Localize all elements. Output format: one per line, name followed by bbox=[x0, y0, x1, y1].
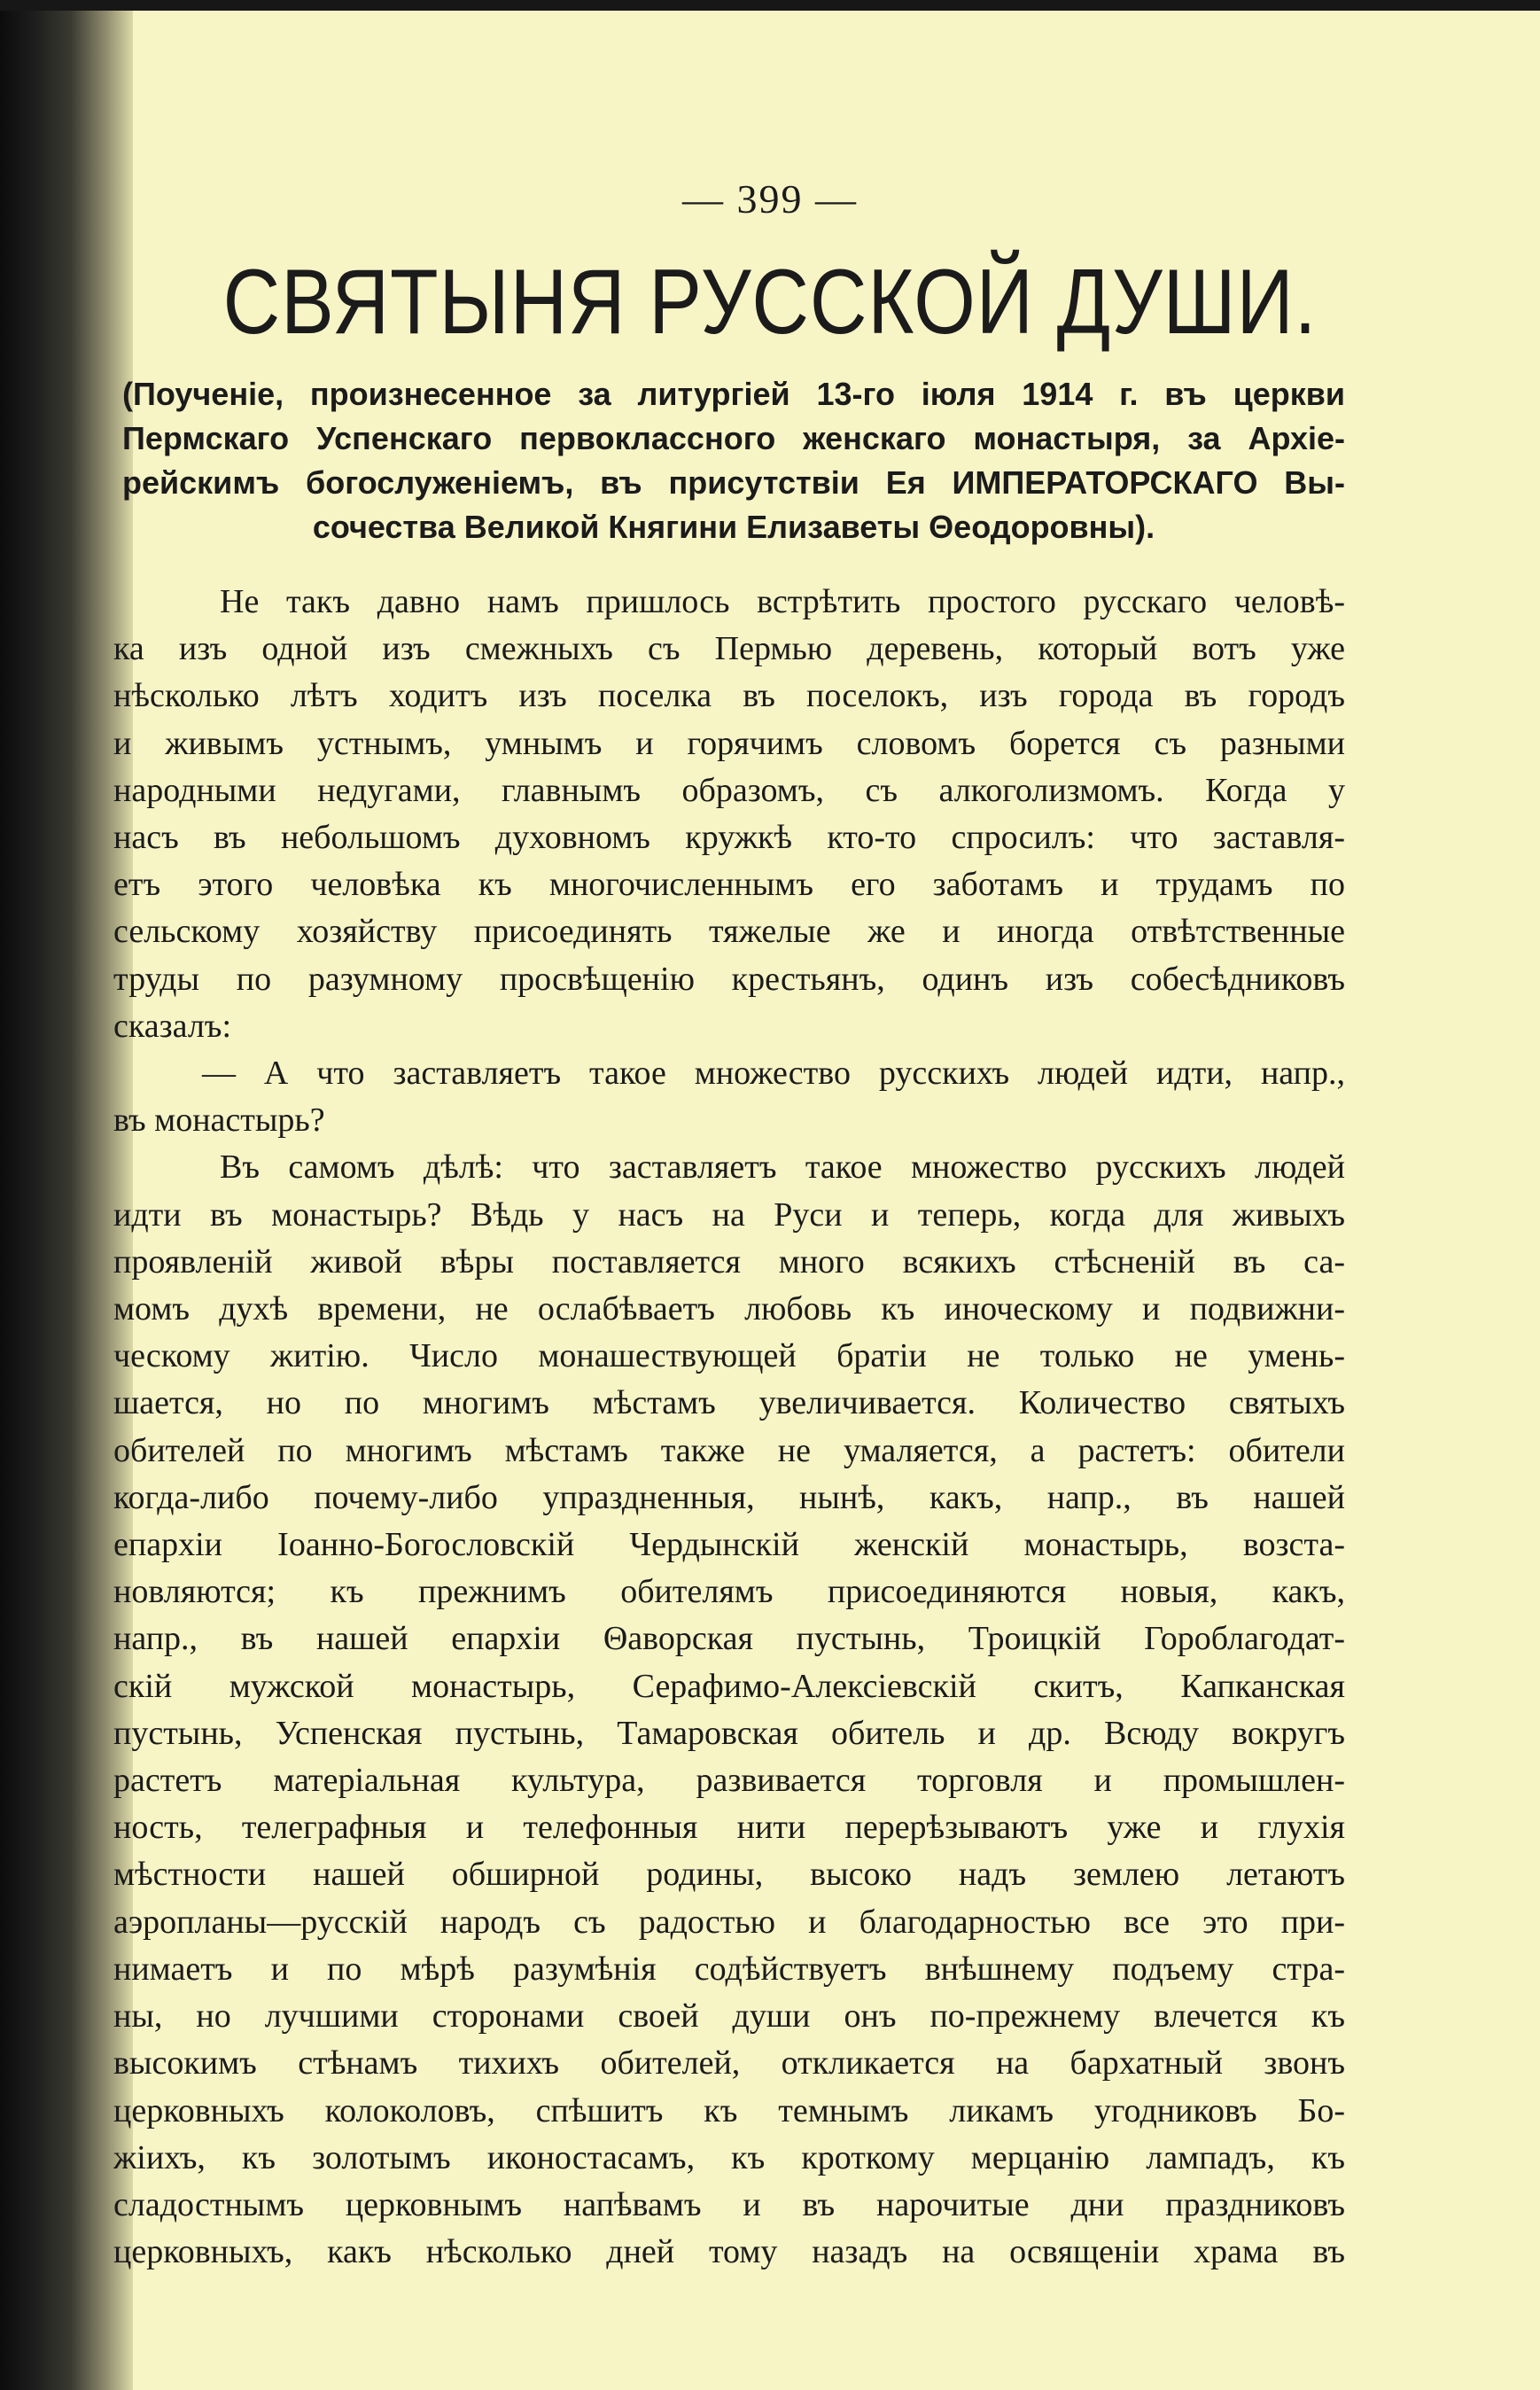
body-line: напр., въ нашей епархіи Θаворская пустынь, Троицкій Гороблагодат- bbox=[113, 1620, 1345, 1658]
body-line: мѣстности нашей обширной родины, высоко надъ землею летаютъ bbox=[113, 1856, 1345, 1894]
body-line: обителей по многимъ мѣстамъ также не умаляется, а растетъ: обители bbox=[113, 1431, 1345, 1469]
body-line: церковныхъ колоколовъ, спѣшитъ къ темнымъ ликамъ угодниковъ Бо- bbox=[113, 2091, 1345, 2129]
body-line: въ монастырь? bbox=[113, 1102, 325, 1140]
body-line: ны, но лучшими сторонами своей души онъ по-прежнему влечется къ bbox=[113, 1997, 1345, 2036]
body-line: когда-либо почему-либо упраздненныя, нынѣ, какъ, напр., въ нашей bbox=[113, 1478, 1345, 1516]
body-line: Въ самомъ дѣлѣ: что заставляетъ такое множество русскихъ людей bbox=[220, 1148, 1345, 1187]
body-line: новляются; къ прежнимъ обителямъ присоединяются новыя, какъ, bbox=[113, 1573, 1345, 1611]
body-line: идти въ монастырь? Вѣдь у насъ на Руси и теперь, когда для живыхъ bbox=[113, 1195, 1345, 1234]
sermon-subtitle bbox=[122, 372, 1345, 549]
body-line: етъ этого человѣка къ многочисленнымъ его заботамъ и трудамъ по bbox=[113, 866, 1345, 904]
page-number: — 399 — bbox=[682, 176, 858, 222]
body-line: сельскому хозяйству присоединять тяжелые же и иногда отвѣтственные bbox=[113, 913, 1345, 951]
body-line: церковныхъ, какъ нѣсколько дней тому назадъ на освященіи храма въ bbox=[113, 2233, 1345, 2271]
body-line: скій мужской монастырь, Серафимо-Алексіевскій скитъ, Капканская bbox=[113, 1667, 1345, 1705]
body-line: труды по разумному просвѣщенію крестьянъ, одинъ изъ собесѣдниковъ bbox=[113, 960, 1345, 998]
body-line: высокимъ стѣнамъ тихихъ обителей, откликается на бархатный звонъ bbox=[113, 2044, 1345, 2082]
body-line: пустынь, Успенская пустынь, Тамаровская обитель и др. Всюду вокругъ bbox=[113, 1714, 1345, 1752]
page-title: СВЯТЫНЯ РУССКОЙ ДУШИ. bbox=[222, 251, 1318, 354]
body-line: ческому житію. Число монашествующей братіи не только не умень- bbox=[113, 1337, 1345, 1375]
body-line: — А что заставляетъ такое множество русскихъ людей идти, напр., bbox=[202, 1055, 1345, 1093]
body-line: насъ въ небольшомъ духовномъ кружкѣ кто-то спросилъ: что заставля- bbox=[113, 819, 1345, 857]
body-line: момъ духѣ времени, не ослабѣваетъ любовь къ иноческому и подвижни- bbox=[113, 1290, 1345, 1328]
subtitle-line: Пермскаго Успенскаго первоклассного женскаго монастыря, за Архіе- bbox=[122, 420, 1345, 456]
body-text bbox=[113, 579, 1345, 2276]
body-line: Не такъ давно намъ пришлось встрѣтить простого русскаго человѣ- bbox=[220, 583, 1345, 620]
body-line: проявленій живой вѣры поставляется много всякихъ стѣсненій въ са- bbox=[113, 1242, 1345, 1281]
body-line: сказалъ: bbox=[113, 1007, 231, 1045]
body-line: нимаетъ и по мѣрѣ разумѣнія содѣйствуетъ внѣшнему подъему стра- bbox=[113, 1950, 1345, 1988]
body-line: нѣсколько лѣтъ ходитъ изъ поселка въ поселокъ, изъ города въ городъ bbox=[113, 677, 1345, 715]
body-line: ка изъ одной изъ смежныхъ съ Пермью деревень, который вотъ уже bbox=[113, 630, 1345, 668]
body-line: епархіи Іоанно-Богословскій Чердынскій женскій монастырь, возста- bbox=[113, 1526, 1345, 1564]
body-line: аэропланы—русскій народъ съ радостью и благодарностью все это при- bbox=[113, 1903, 1345, 1941]
body-line: шается, но по многимъ мѣстамъ увеличивается. Количество святыхъ bbox=[113, 1384, 1345, 1422]
subtitle-line: рейскимъ богослуженіемъ, въ присутствіи Ея ИМПЕРАТОРСКАГО Вы- bbox=[122, 464, 1345, 501]
subtitle-line: (Поученіе, произнесенное за литургіей 13-го іюля 1914 г. въ церкви bbox=[122, 376, 1345, 412]
body-line: жіихъ, къ золотымъ иконостасамъ, къ кроткому мерцанію лампадъ, къ bbox=[113, 2138, 1345, 2176]
body-line: растетъ матеріальная культура, развивается торговля и промышлен- bbox=[113, 1762, 1345, 1800]
body-line: народными недугами, главнымъ образомъ, съ алкоголизмомъ. Когда у bbox=[113, 771, 1345, 809]
body-line: сладостнымъ церковнымъ напѣвамъ и въ нарочитые дни праздниковъ bbox=[113, 2185, 1345, 2223]
body-line: ность, телеграфныя и телефонныя нити перерѣзываютъ уже и глухія bbox=[113, 1809, 1345, 1847]
body-line: и живымъ устнымъ, умнымъ и горячимъ словомъ борется съ разными bbox=[113, 724, 1345, 762]
subtitle-line: сочества Великой Княгини Елизаветы Θеодоровны). bbox=[312, 509, 1155, 545]
